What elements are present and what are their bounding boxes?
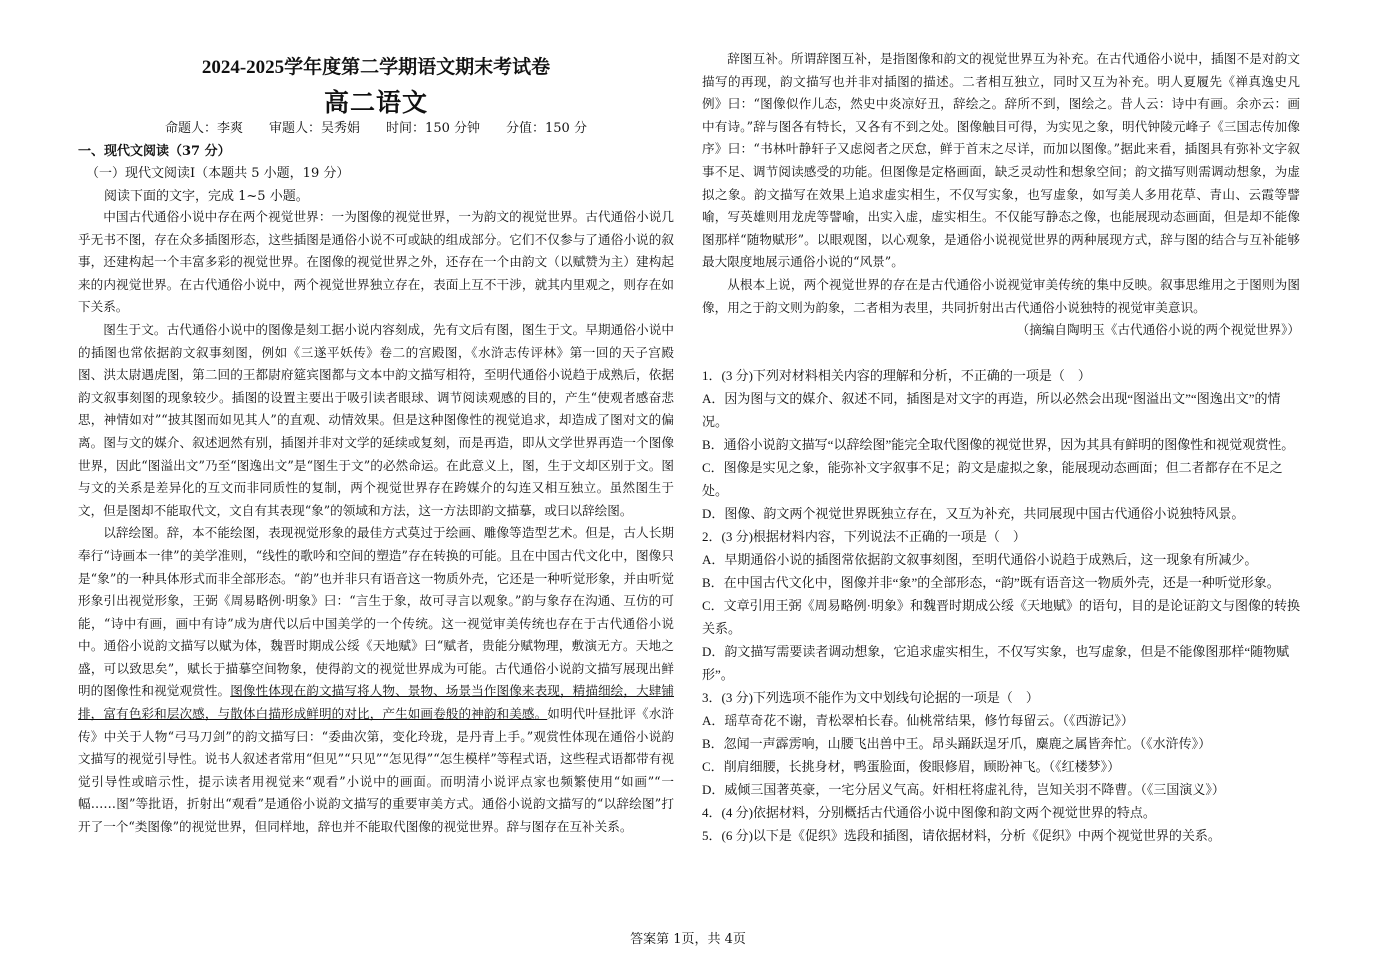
section-heading: 一、现代文阅读（37 分） (78, 144, 231, 159)
passage-paragraph-3-part2: 如明代叶昼批评《水浒传》中关于人物“弓马刀剑”的韵文描写曰：“委曲次第，变化玲珑，是丹青上手。”观赏性体现在通俗小说韵文描写的视觉引导性。说书人叙述者常用“但见”“只见”“怎见得”“怎生模样”等程式语，这些程式语都带有视觉引导性或暗示性，提示读者用视觉来“观看”小说中的画面。而明清小说评点家也频繁使用“如画”“一幅……图”等批语，折射出“观看”是通俗小说韵文描写的重要审美方式。通俗小说韵文描写的“以辞绘图”打开了一个“类图像”的视觉世界，但同样地，辞也并不能取代图像的视觉世界。辞与图存在互补关系。 (78, 706, 675, 835)
question-4: 4．(4 分)依据材料，分别概括古代通俗小说中图像和韵文两个视觉世界的特点。 (702, 805, 1156, 820)
question-1-option-a: A．因为图与文的媒介、叙述不同，插图是对文字的再造，所以必然会出现“图溢出文”“图逸出文”的情况。 (702, 391, 1281, 429)
questions-block (702, 364, 1300, 847)
question-3-option-d: D．威倾三国著英豪，一宅分居义气高。奸相枉将虚礼待，岂知关羽不降曹。（《三国演义》） (702, 782, 1225, 797)
question-3-option-a: A．瑶草奇花不谢，青松翠柏长春。仙桃常结果，修竹每留云。（《西游记》） (702, 713, 1134, 728)
passage-source: （摘编自陶明玉《古代通俗小说的两个视觉世界》） (1016, 322, 1300, 338)
passage-left-column (78, 206, 674, 839)
passage-right-column (702, 48, 1300, 342)
question-3-option-c: C．削肩细腰，长挑身材，鸭蛋脸面，俊眼修眉，顾盼神飞。（《红楼梦》） (702, 759, 1121, 774)
question-3: 3．(3 分)下列选项不能作为文中划线句论据的一项是（ ） (702, 690, 1039, 705)
question-2-option-a: A．早期通俗小说的插图常依据韵文叙事刻图，至明代通俗小说趋于成熟后，这一现象有所减少。 (702, 552, 1258, 567)
question-1: 1．(3 分)下列对材料相关内容的理解和分析，不正确的一项是（ ） (702, 368, 1091, 383)
question-3-option-b: B．忽闻一声霹雳响，山腰飞出兽中王。昂头踊跃逞牙爪，麋鹿之属皆奔忙。（《水浒传》） (702, 736, 1212, 751)
question-2-option-b: B．在中国古代文化中，图像并非“象”的全部形态，“韵”既有语音这一物质外壳，还是一种听觉形象。 (702, 575, 1280, 590)
question-5: 5．(6 分)以下是《促织》选段和插图，请依据材料，分析《促织》中两个视觉世界的关系。 (702, 828, 1221, 843)
exam-title: 2024-2025学年度第二学期语文期末考试卷 (201, 57, 551, 78)
underlined-sentence: 图像性体现在韵文描写将人物、景物、场景当作图像来表现，精描细绘，大肆铺排，富有色彩和层次感，与散体白描形成鲜明的对比，产生如画卷般的神韵和美感。 (78, 683, 675, 722)
passage-paragraph-3-part1: 以辞绘图。辞，本不能绘图，表现视觉形象的最佳方式莫过于绘画、雕像等造型艺术。但是，古人长期奉行“诗画本一律”的美学准则，“线性的歌吟和空间的塑造”存在转换的可能。且在中国古代文化中，图像只是“象”的一种具体形式而非全部形态。“韵”也并非只有语音这一物质外壳，它还是一种听觉形象，并由听觉形象引出视觉形象，王弼《周易略例·明象》曰：“言生于象，故可寻言以观象。”韵与象存在沟通、互仿的可能，“诗中有画，画中有诗”成为唐代以后中国美学的一个传统。这一视觉审美传统也存在于古代通俗小说中。通俗小说韵文描写以赋为体，魏晋时期成公绥《天地赋》曰“赋者，贵能分赋物理，敷演无方。天地之盛，可以致思矣”，赋长于描摹空间物象，使得韵文的视觉世界成为可能。古代通俗小说韵文描写展现出鲜明的图像性和视觉观赏性。 (78, 525, 674, 699)
passage-paragraph-3 (78, 522, 674, 838)
passage-paragraph-1: 中国古代通俗小说中存在两个视觉世界：一为图像的视觉世界，一为韵文的视觉世界。古代通俗小说几乎无书不图，存在众多插图形态，这些插图是通俗小说不可或缺的组成部分。它们不仅参与了通俗小说的叙事，还建构起一个丰富多彩的视觉世界。在图像的视觉世界之外，还存在一个由韵文（以赋赞为主）建构起来的内视觉世界。在古代通俗小说中，两个视觉世界独立存在，表面上互不干涉，就其内里观之，则存在如下关系。 (78, 209, 674, 315)
question-1-option-d: D．图像、韵文两个视觉世界既独立存在，又互为补充，共同展现中国古代通俗小说独特风景。 (702, 506, 1245, 521)
passage-paragraph-2: 图生于文。古代通俗小说中的图像是刻工据小说内容刻成，先有文后有图，图生于文。早期通俗小说中的插图也常依据韵文叙事刻图，例如《三遂平妖传》卷二的宫殿图，《水浒志传评林》第一回的天子宫殿图、洪太尉遇虎图，第二回的王都尉府筵宾图都与文本中韵文描写相符，至明代通俗小说趋于成熟后，依据韵文叙事刻图的现象较少。插图的设置主要出于吸引读者眼球、调节阅读观感的目的，产生“使观者感奋悲思，神情如对”“披其图而如见其人”的直观、动情效果。但是这种图像性的视觉追求，却造成了图对文的偏离。图与文的媒介、叙述迥然有别，插图并非对文学的延续或复刻，而是再造，即从文学世界再造一个图像世界，因此“图溢出文”乃至“图逸出文”是“图生于文”的必然命运。在此意义上，图，生于文却区别于文。图与文的关系是差异化的互文而非同质性的复制，两个视觉世界存在跨媒介的勾连又相互独立。虽然图生于文，但是图却不能取代文，文自有其表现“象”的领域和方法，这一方法即韵文描摹，或曰以辞绘图。 (78, 321, 674, 518)
question-1-option-b: B．通俗小说韵文描写“以辞绘图”能完全取代图像的视觉世界，因为其具有鲜明的图像性和视觉观赏性。 (702, 437, 1295, 452)
question-2-option-c: C．文章引用王弼《周易略例·明象》和魏晋时期成公绥《天地赋》的语句，目的是论证韵文与图像的转换关系。 (702, 598, 1301, 636)
page-footer: 答案第 1页，共 4页 (630, 932, 746, 947)
subsection-heading: （一）现代文阅读Ⅰ（本题共 5 小题，19 分） (86, 166, 350, 181)
instruction-text: 阅读下面的文字，完成 1~5 小题。 (104, 189, 309, 204)
subject-title: 高二语文 (323, 88, 428, 117)
question-2: 2．(3 分)根据材料内容，下列说法不正确的一项是（ ） (702, 529, 1026, 544)
passage-paragraph-5: 从根本上说，两个视觉世界的存在是古代通俗小说视觉审美传统的集中反映。叙事思维用之于图则为图像，用之于韵文则为韵象，二者相为表里，共同折射出古代通俗小说独特的视觉审美意识。 (702, 276, 1300, 315)
question-1-option-c: C．图像是实见之象，能弥补文字叙事不足；韵文是虚拟之象，能展现动态画面；但二者都存在不足之处。 (702, 460, 1283, 498)
exam-meta: 命题人：李爽 审题人：吴秀娟 时间：150 分钟 分值：150 分 (165, 121, 587, 136)
passage-paragraph-4: 辞图互补。所谓辞图互补，是指图像和韵文的视觉世界互为补充。在古代通俗小说中，插图不是对韵文描写的再现，韵文描写也并非对插图的描述。二者相互独立，同时又互为补充。明人夏履先《禅真逸史凡例》曰：“图像似作儿态，然史中炎凉好丑，辞绘之。辞所不到，图绘之。昔人云：诗中有画。余亦云：画中有诗。”辞与图各有特长，又各有不到之处。图像触目可得，为实见之象，明代钟陵元峰子《三国志传加像序》曰：“书林叶静轩子又虑阅者之厌怠，鲜于首末之尽详，而加以图像。”据此来看，插图具有弥补文字叙事不足、调节阅读感受的功能。但图像是定格画面，缺乏灵动性和想象空间；韵文描写则需调动想象，为虚拟之象。韵文描写在效果上追求虚实相生，不仅写实象，也写虚象，如写美人多用花草、青山、云霞等譬喻，写英雄则用龙虎等譬喻，出实入虚，虚实相生。不仅能写静态之像，也能展现动态画面，但是却不能像图那样“随物赋形”。以眼观图，以心观象，是通俗小说视觉世界的两种展现方式，辞与图的结合与互补能够最大限度地展示通俗小说的“风景”。 (702, 51, 1300, 270)
question-2-option-d: D．韵文描写需要读者调动想象，它追求虚实相生，不仅写实象，也写虚象，但是不能像图那样“随物赋形”。 (702, 644, 1290, 682)
